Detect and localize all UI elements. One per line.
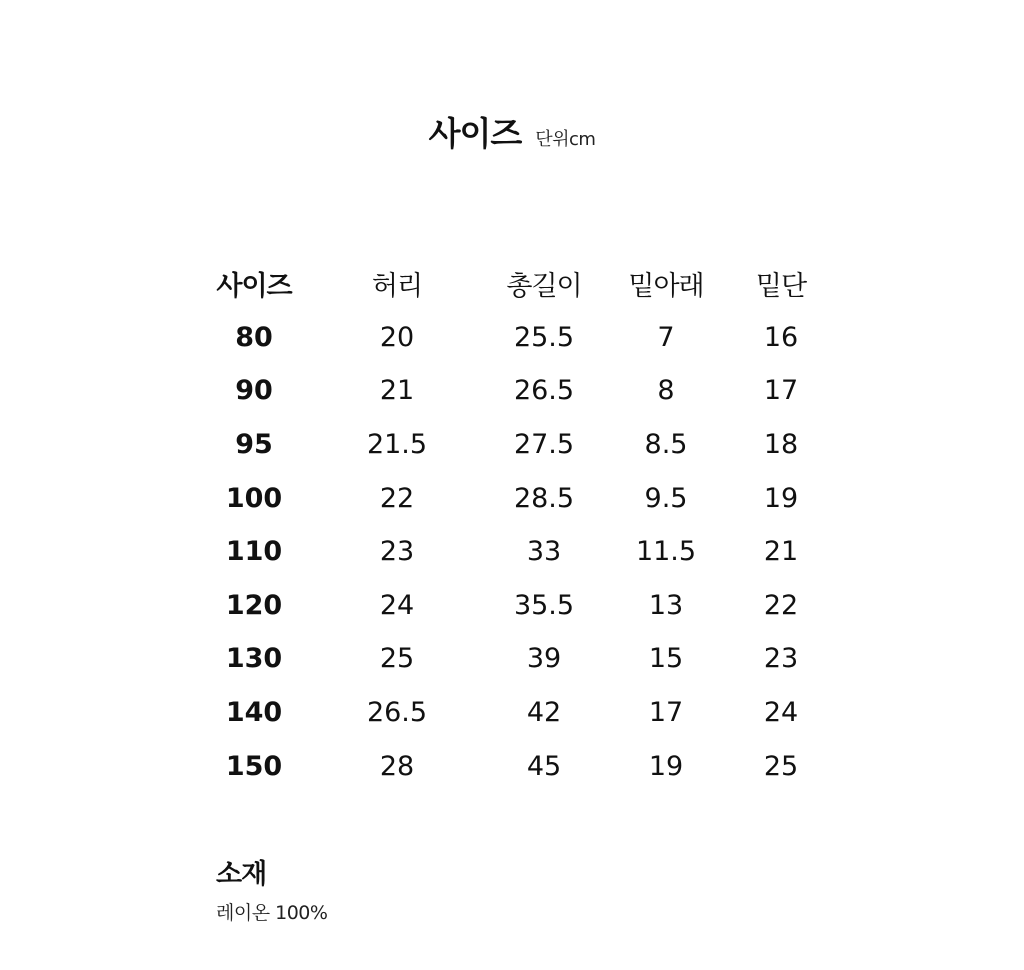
- measure-cell: 8.5: [644, 429, 688, 461]
- measure-cell: 21: [379, 375, 415, 407]
- measure-cell: 17: [763, 375, 799, 407]
- material-title: 소재: [216, 859, 267, 890]
- size-cell: 100: [225, 482, 283, 514]
- table-row: [200, 418, 832, 472]
- measure-cell: 23: [763, 643, 799, 675]
- measure-cell: 16: [763, 321, 799, 353]
- measure-cell: 19: [763, 482, 799, 514]
- measure-cell: 20: [379, 321, 415, 353]
- measure-cell: 28.5: [513, 482, 575, 514]
- size-cell: 80: [235, 321, 273, 353]
- measure-cell: 39: [526, 643, 562, 675]
- material-value: 레이온 100%: [216, 902, 328, 924]
- measure-cell: 24: [379, 589, 415, 621]
- measure-cell: 8: [657, 375, 675, 407]
- measure-cell: 35.5: [513, 589, 575, 621]
- size-cell: 90: [235, 375, 273, 407]
- measure-cell: 17: [648, 697, 684, 729]
- measure-cell: 22: [763, 589, 799, 621]
- measure-cell: 21: [763, 536, 799, 568]
- column-header: 밑단: [755, 271, 807, 303]
- table-row: [200, 471, 832, 525]
- measure-cell: 9.5: [644, 482, 688, 514]
- column-header: 사이즈: [216, 271, 292, 303]
- table-row: [200, 364, 832, 418]
- column-header: 허리: [371, 271, 423, 303]
- measure-cell: 21.5: [366, 429, 428, 461]
- measure-cell: 23: [379, 536, 415, 568]
- size-cell: 95: [235, 429, 273, 461]
- unit-label: 단위cm: [535, 129, 596, 150]
- page-header: [0, 108, 1024, 155]
- measure-cell: 28: [379, 750, 415, 782]
- table-row: [200, 579, 832, 633]
- table-row: [200, 739, 832, 793]
- measure-cell: 22: [379, 482, 415, 514]
- table-row: [200, 311, 832, 365]
- measure-cell: 25.5: [513, 321, 575, 353]
- measure-cell: 33: [526, 536, 562, 568]
- table-row: [200, 632, 832, 686]
- table-header-row: [200, 257, 832, 311]
- measure-cell: 13: [648, 589, 684, 621]
- size-table: [200, 257, 832, 793]
- measure-cell: 26.5: [513, 375, 575, 407]
- size-cell: 130: [225, 643, 283, 675]
- measure-cell: 45: [526, 750, 562, 782]
- measure-cell: 11.5: [635, 536, 697, 568]
- size-cell: 120: [225, 589, 283, 621]
- size-table-header: [200, 257, 832, 311]
- measure-cell: 18: [763, 429, 799, 461]
- measure-cell: 25: [379, 643, 415, 675]
- measure-cell: 27.5: [513, 429, 575, 461]
- measure-cell: 26.5: [366, 697, 428, 729]
- page-title: 사이즈: [428, 114, 522, 153]
- size-cell: 150: [225, 750, 283, 782]
- measure-cell: 42: [526, 697, 562, 729]
- size-cell: 110: [225, 536, 283, 568]
- measure-cell: 7: [657, 321, 675, 353]
- table-row: [200, 686, 832, 740]
- size-table-body: [200, 311, 832, 793]
- column-header: 총길이: [506, 271, 582, 303]
- column-header: 밑아래: [628, 271, 704, 303]
- measure-cell: 19: [648, 750, 684, 782]
- measure-cell: 25: [763, 750, 799, 782]
- measure-cell: 24: [763, 697, 799, 729]
- size-cell: 140: [225, 697, 283, 729]
- table-row: [200, 525, 832, 579]
- measure-cell: 15: [648, 643, 684, 675]
